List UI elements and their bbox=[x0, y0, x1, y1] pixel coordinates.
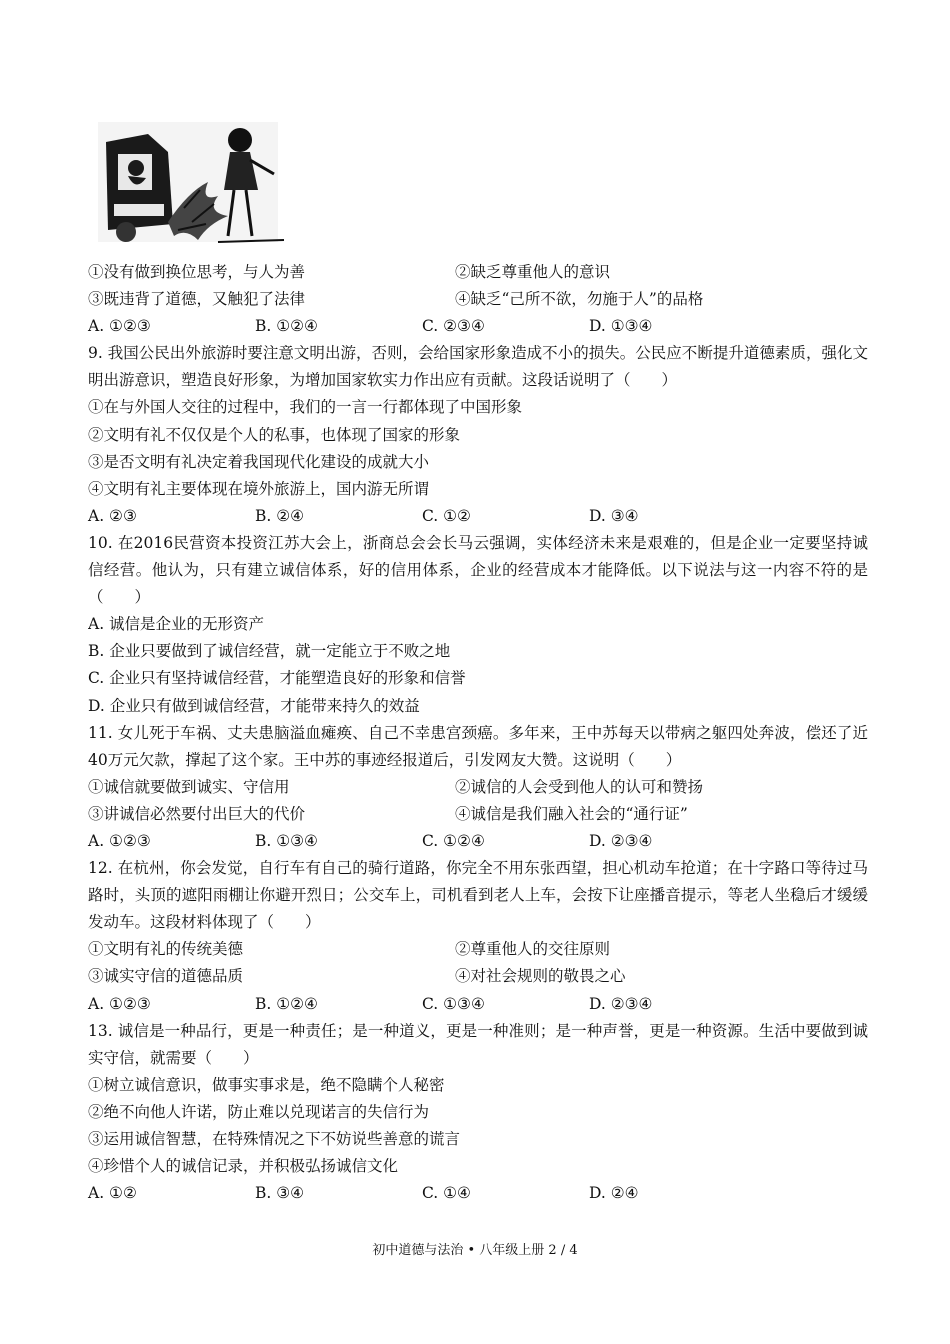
q12-option-4: ④对社会规则的敬畏之心 bbox=[455, 967, 626, 986]
q9-option-3: ③是否文明有礼决定着我国现代化建设的成就大小 bbox=[88, 452, 430, 471]
q11-choice-c: C. ①②④ bbox=[422, 831, 485, 850]
q11-choice-d: D. ②③④ bbox=[589, 831, 653, 850]
q12-option-row-2 bbox=[88, 963, 868, 990]
q8-choice-d: D. ①③④ bbox=[589, 317, 653, 336]
q10-option-c: C. 企业只有坚持诚信经营，才能塑造良好的形象和信誉 bbox=[88, 669, 466, 688]
q11-choice-row bbox=[88, 828, 868, 855]
q9-option-4: ④文明有礼主要体现在境外旅游上，国内游无所谓 bbox=[88, 479, 430, 498]
q8-option-4: ④缺乏“己所不欲，勿施于人”的品格 bbox=[455, 290, 704, 309]
q13-choice-row bbox=[88, 1180, 868, 1207]
q9-choice-d: D. ③④ bbox=[589, 506, 639, 525]
q10-option-b: B. 企业只要做到了诚信经营，就一定能立于不败之地 bbox=[88, 642, 451, 661]
q10-option-a: A. 诚信是企业的无形资产 bbox=[88, 615, 265, 634]
q13-choice-b: B. ③④ bbox=[255, 1184, 305, 1203]
q9-stem: 9. 我国公民出外旅游时要注意文明出游，否则，会给国家形象造成不小的损失。公民应不断提升道德素质，强化文明出游意识，塑造良好形象，为增加国家软实力作出应有贡献。这段话说明了（ ） bbox=[88, 344, 868, 390]
q8-choice-a: A. ①②③ bbox=[88, 317, 151, 336]
q12-choice-a: A. ①②③ bbox=[88, 994, 151, 1013]
q9-option-2: ②文明有礼不仅仅是个人的私事，也体现了国家的形象 bbox=[88, 425, 461, 444]
q8-option-1: ①没有做到换位思考，与人为善 bbox=[88, 263, 306, 281]
q12-choice-c: C. ①③④ bbox=[422, 994, 485, 1013]
q9-choice-row bbox=[88, 503, 868, 530]
q8-choice-b: B. ①②④ bbox=[255, 317, 318, 336]
q12-option-2: ②尊重他人的交往原则 bbox=[455, 940, 611, 959]
q12-option-row-1 bbox=[88, 936, 868, 963]
q11-option-1: ①诚信就要做到诚实、守信用 bbox=[88, 777, 290, 796]
q12-stem: 12. 在杭州，你会发觉，自行车有自己的骑行道路，你完全不用东张西望，担心机动车抢道；在十字路口等待过马路时，头顶的遮阳雨棚让你避开烈日；公交车上，司机看到老人上车，会按下让座播音提示，等老人坐稳后才缓缓发动车。这段材料体现了（ ） bbox=[88, 859, 868, 932]
q10-option-d: D. 企业只有做到诚信经营，才能带来持久的效益 bbox=[88, 696, 420, 715]
q8-option-row-2 bbox=[88, 286, 868, 313]
page-footer: 初中道德与法治 • 八年级上册 2 / 4 bbox=[372, 1243, 578, 1258]
q13-choice-d: D. ②④ bbox=[589, 1184, 639, 1203]
q12-choice-row bbox=[88, 991, 868, 1018]
car-splash-illustration bbox=[88, 112, 288, 252]
q11-option-row-1 bbox=[88, 774, 868, 801]
q13-stem: 13. 诚信是一种品行，更是一种责任；是一种道义，更是一种准则；是一种声誉，更是一种资源。生活中要做到诚实守信，就需要（ ） bbox=[88, 1021, 868, 1067]
q13-choice-c: C. ①④ bbox=[422, 1184, 471, 1203]
q12-choice-b: B. ①②④ bbox=[255, 994, 318, 1013]
q13-option-2: ②绝不向他人许诺，防止难以兑现诺言的失信行为 bbox=[88, 1102, 430, 1121]
q11-option-4: ④诚信是我们融入社会的“通行证” bbox=[455, 804, 688, 823]
q13-option-1: ①树立诚信意识，做事实事求是，绝不隐瞒个人秘密 bbox=[88, 1075, 445, 1094]
q9-option-1: ①在与外国人交往的过程中，我们的一言一行都体现了中国形象 bbox=[88, 398, 523, 417]
q10-stem: 10. 在2016民营资本投资江苏大会上，浙商总会会长马云强调，实体经济未来是艰难的，但是企业一定要坚持诚信经营。他认为，只有建立诚信体系，好的信用体系，企业的经营成本才能降低。以下说法与这一内容不符的是（ ） bbox=[88, 533, 868, 607]
q11-option-2: ②诚信的人会受到他人的认可和赞扬 bbox=[455, 777, 704, 796]
q8-choice-c: C. ②③④ bbox=[422, 317, 485, 336]
q8-option-2: ②缺乏尊重他人的意识 bbox=[455, 263, 611, 281]
q11-choice-b: B. ①③④ bbox=[255, 831, 318, 850]
q13-choice-a: A. ①② bbox=[88, 1184, 137, 1203]
q11-option-row-2 bbox=[88, 801, 868, 828]
q11-stem: 11. 女儿死于车祸、丈夫患脑溢血瘫痪、自己不幸患宫颈癌。多年来，王中苏每天以带病之躯四处奔波，偿还了近40万元欠款，撑起了这个家。王中苏的事迹经报道后，引发网友大赞。这说明（ ） bbox=[88, 723, 868, 769]
q8-option-3: ③既违背了道德，又触犯了法律 bbox=[88, 290, 306, 309]
q13-option-4: ④珍惜个人的诚信记录，并积极弘扬诚信文化 bbox=[88, 1157, 399, 1176]
q12-option-3: ③诚实守信的道德品质 bbox=[88, 967, 244, 986]
question-list bbox=[88, 259, 868, 1207]
q8-option-row-1 bbox=[88, 259, 868, 286]
q9-choice-c: C. ①② bbox=[422, 506, 471, 525]
q11-option-3: ③讲诚信必然要付出巨大的代价 bbox=[88, 804, 306, 823]
q13-option-3: ③运用诚信智慧，在特殊情况之下不妨说些善意的谎言 bbox=[88, 1130, 461, 1148]
q9-choice-b: B. ②④ bbox=[255, 506, 305, 525]
q12-option-1: ①文明有礼的传统美德 bbox=[88, 940, 244, 959]
q8-choice-row bbox=[88, 313, 868, 340]
q9-choice-a: A. ②③ bbox=[88, 506, 137, 525]
q11-choice-a: A. ①②③ bbox=[88, 831, 151, 850]
q12-choice-d: D. ②③④ bbox=[589, 994, 653, 1013]
